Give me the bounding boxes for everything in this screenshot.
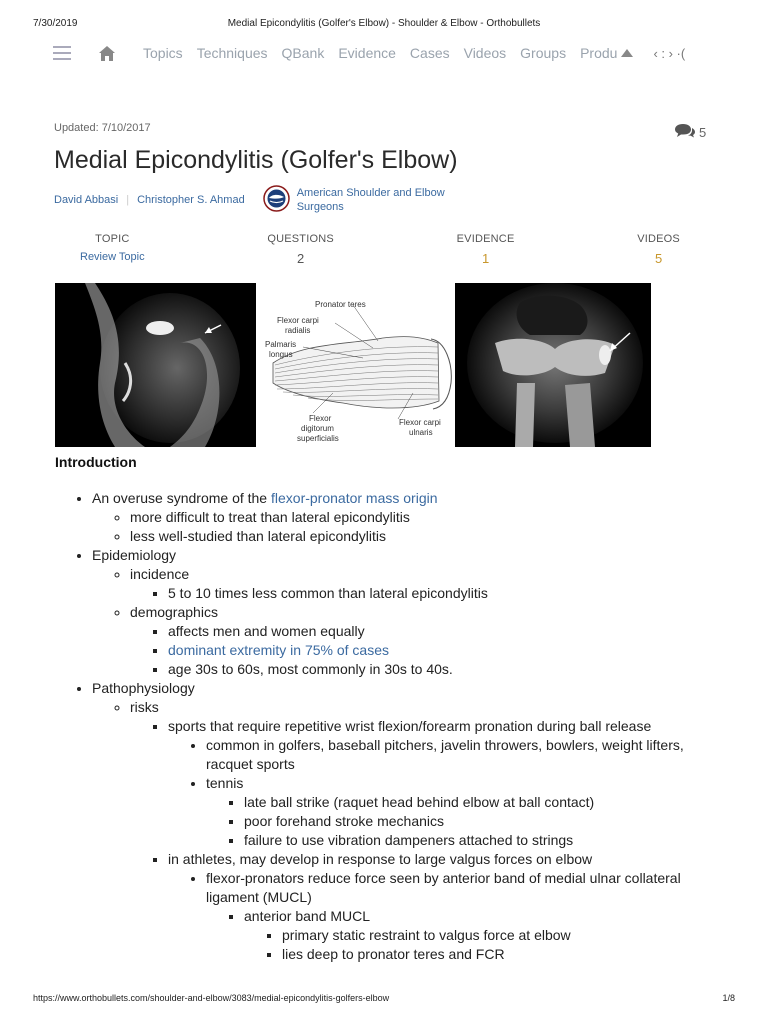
outline-list <box>130 584 728 603</box>
questions-count[interactable]: 2 <box>297 251 305 266</box>
outline-list <box>92 565 728 679</box>
outline-item: ▪ failure to use vibration dampeners attached to strings <box>244 831 728 850</box>
outline-item: • common in golfers, baseball pitchers, javelin throwers, bowlers, weight lifters, racquet sports <box>206 736 728 774</box>
diagram-label: Flexor carpi <box>277 316 319 325</box>
stat-topic <box>80 233 145 266</box>
outline-item <box>130 565 728 603</box>
outline-text: risks <box>130 699 159 715</box>
outline-list <box>206 793 728 850</box>
stat-label: VIDEOS <box>637 233 680 245</box>
evidence-count[interactable]: 1 <box>481 251 490 266</box>
author-link[interactable]: David Abbasi <box>54 194 119 206</box>
diagram-label: radialis <box>285 326 311 335</box>
outline-list <box>54 489 728 964</box>
author-row <box>54 186 467 214</box>
nav-scroll-arrows[interactable]: ‹ : › ·( <box>653 45 686 61</box>
society-name: American Shoulder and Elbow Surgeons <box>296 187 445 213</box>
comments-link[interactable] <box>675 123 706 141</box>
diagram-label: Flexor <box>309 414 332 423</box>
author-link[interactable]: Christopher S. Ahmad <box>137 194 245 206</box>
outline-text: flexor-pronators reduce force seen by anterior band of medial ulnar collateral ligament (MUCL) <box>206 870 681 905</box>
outline-list <box>92 698 728 964</box>
comment-count: 5 <box>699 124 707 140</box>
outline-text: An overuse syndrome of the <box>92 490 271 506</box>
stats-row <box>80 233 680 266</box>
outline-item <box>92 489 728 546</box>
hamburger-menu-icon[interactable] <box>53 46 71 60</box>
outline-text: Epidemiology <box>92 547 177 563</box>
article-outline <box>54 489 728 964</box>
nav-evidence[interactable]: Evidence <box>338 45 396 61</box>
outline-text: incidence <box>130 566 190 582</box>
outline-list <box>168 736 728 850</box>
outline-text: sports that require repetitive wrist flexion/forearm pronation during ball release <box>168 718 652 734</box>
outline-item: ▪ affects men and women equally <box>168 622 728 641</box>
page-title: Medial Epicondylitis (Golfer's Elbow) <box>54 146 458 174</box>
outline-text: tennis <box>206 775 244 791</box>
section-heading-introduction: Introduction <box>55 454 137 470</box>
outline-text: Pathophysiology <box>92 680 195 696</box>
dominant-extremity-link[interactable]: dominant extremity in 75% of cases <box>168 642 389 658</box>
outline-item: ◦ less well-studied than lateral epicondylitis <box>130 527 728 546</box>
author-separator: | <box>126 194 130 206</box>
society-link[interactable] <box>263 185 467 215</box>
nav-topics[interactable]: Topics <box>143 45 183 61</box>
outline-list <box>130 622 728 679</box>
stat-label: EVIDENCE <box>456 233 515 245</box>
nav-videos[interactable]: Videos <box>463 45 507 61</box>
outline-item <box>92 679 728 964</box>
outline-list <box>92 508 728 546</box>
outline-list <box>206 907 728 964</box>
review-topic-link[interactable]: Review Topic <box>80 251 145 263</box>
comment-bubbles-icon <box>675 123 695 141</box>
outline-item: ▪ late ball strike (raquet head behind elbow at ball contact) <box>244 793 728 812</box>
diagram-label: digitorum <box>301 424 334 433</box>
print-page-number: 1/8 <box>722 993 735 1003</box>
nav-cases[interactable]: Cases <box>409 45 450 61</box>
print-url: https://www.orthobullets.com/shoulder-and-elbow/3083/medial-epicondylitis-golfers-elbow <box>33 993 390 1003</box>
outline-item: ▪ age 30s to 60s, most commonly in 30s to 40s. <box>168 660 728 679</box>
stat-questions <box>267 233 334 266</box>
outline-item <box>206 869 728 964</box>
flexor-pronator-link[interactable]: flexor-pronator mass origin <box>271 490 438 506</box>
image-strip <box>55 283 651 447</box>
stat-evidence <box>457 233 515 266</box>
outline-item <box>92 546 728 679</box>
flexor-muscle-diagram[interactable] <box>263 283 459 447</box>
videos-count[interactable]: 5 <box>654 251 663 266</box>
print-date: 7/30/2019 <box>33 18 78 29</box>
nav-products[interactable]: Produ <box>580 45 618 61</box>
nav-techniques[interactable]: Techniques <box>196 45 268 61</box>
outline-text: anterior band MUCL <box>244 908 371 924</box>
outline-item <box>168 717 728 850</box>
diagram-label: superficialis <box>297 434 339 443</box>
outline-item: ▪ lies deep to pronator teres and FCR <box>282 945 728 964</box>
home-icon[interactable] <box>99 46 115 61</box>
outline-item <box>244 907 728 964</box>
outline-text: in athletes, may develop in response to large valgus forces on elbow <box>168 851 593 867</box>
nav-groups[interactable]: Groups <box>520 45 567 61</box>
diagram-label: longus <box>269 350 293 359</box>
diagram-label: Pronator teres <box>315 300 366 309</box>
stat-label: QUESTIONS <box>267 233 334 245</box>
mri-sagittal-image[interactable] <box>55 283 256 447</box>
outline-text: demographics <box>130 604 218 620</box>
outline-list <box>244 926 728 964</box>
society-logo-icon <box>263 185 290 215</box>
stat-videos <box>637 233 680 266</box>
print-header <box>33 18 735 32</box>
diagram-label: Flexor carpi <box>399 418 441 427</box>
outline-list <box>168 869 728 964</box>
outline-item <box>206 774 728 850</box>
outline-item: ▪ primary static restraint to valgus force at elbow <box>282 926 728 945</box>
outline-item <box>130 698 728 964</box>
outline-item <box>168 850 728 964</box>
caret-up-icon[interactable] <box>621 49 633 57</box>
outline-item <box>130 603 728 679</box>
outline-item: ◦ more difficult to treat than lateral epicondylitis <box>130 508 728 527</box>
print-title: Medial Epicondylitis (Golfer's Elbow) - Shoulder & Elbow - Orthobullets <box>227 18 541 29</box>
outline-item: ▪ 5 to 10 times less common than lateral epicondylitis <box>168 584 728 603</box>
updated-date: Updated: 7/10/2017 <box>54 122 151 134</box>
diagram-label: ulnaris <box>409 428 433 437</box>
diagram-label: Palmaris <box>265 340 297 349</box>
nav-qbank[interactable]: QBank <box>281 45 325 61</box>
stat-label: TOPIC <box>95 233 130 245</box>
outline-item: ▪ poor forehand stroke mechanics <box>244 812 728 831</box>
mri-coronal-image[interactable] <box>455 283 651 447</box>
outline-item <box>168 641 728 660</box>
top-navbar <box>53 40 748 66</box>
outline-list <box>130 717 728 964</box>
